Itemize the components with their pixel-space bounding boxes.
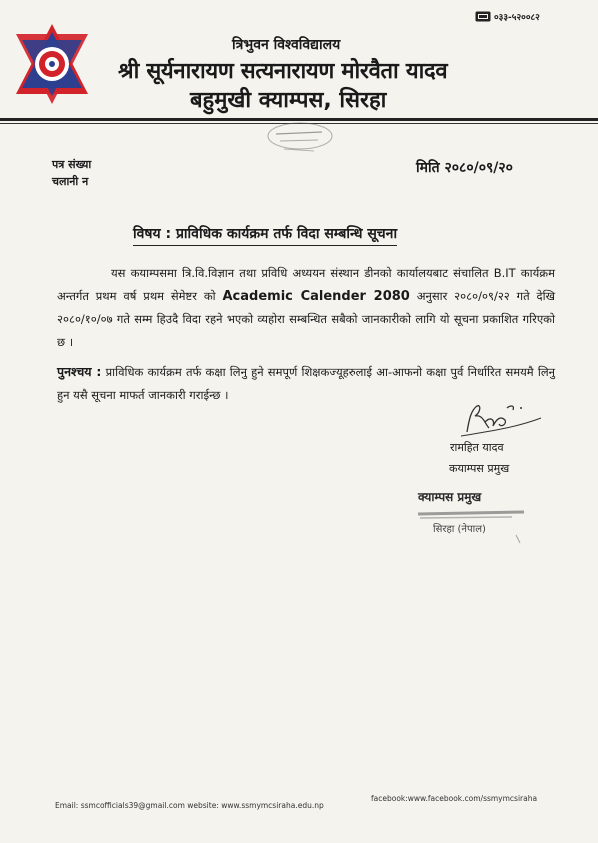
college-name-line2: बहुमुखी क्याम्पस, सिरहा	[190, 88, 387, 113]
seal-office-title: क्याम्पस प्रमुख	[418, 490, 482, 504]
signatory-title: कयाम्पस प्रमुख	[449, 462, 510, 475]
registration-stamp-icon	[262, 122, 338, 158]
university-name: त्रिभुवन विश्वविद्यालय	[232, 37, 341, 53]
college-name-line1: श्री सूर्यनारायण सत्यनारायण मोरवैता यादव	[118, 59, 448, 84]
notice-subject: विषय : प्राविधिक कार्यक्रम तर्फ विदा सम्बन्धि सूचना	[133, 224, 397, 246]
handwritten-signature-icon	[455, 398, 550, 440]
footer-contact: Email: ssmcofficials39@gmail.com website: www.ssmymcsiraha.edu.np	[55, 801, 324, 810]
university-logo-icon	[12, 22, 92, 106]
paragraph-text-continued: अनुसार २०८०/०९/२२ गते देखि २०८०/१०/०७ गते सम्म हिउदै विदा रहने भएको व्यहोरा सम्बन्धित सबैको जानकारीको लागि यो सूचना प्रकाशित गरिएको छ ।	[57, 289, 555, 349]
telephone-icon	[475, 11, 491, 22]
signatory-name: रामहित यादव	[450, 441, 504, 454]
phone-number: ०३३-५२००८२	[475, 10, 540, 23]
paragraph-text: यस कयाम्पसमा त्रि.वि.विज्ञान तथा प्रविधि अध्ययन संस्थान डीनको कार्यालयबाट संचालित B.IT कार्यक्रम अन्तर्गत प्रथम वर्ष प्रथम सेमेष्टर को	[57, 266, 555, 303]
dispatch-number-label: चलानी न	[52, 175, 89, 188]
postscript-text: प्राविधिक कार्यक्रम तर्फ कक्षा लिनु हुने समपूर्ण शिक्षकज्यूहरुलाई आ-आफनो कक्षा पुर्व निर्धारित समयमै लिनु हुन यसै सूचना माफर्त जानकारी गराईन्छ ।	[57, 365, 555, 402]
seal-location: सिरहा (नेपाल)	[433, 524, 486, 535]
header-rule	[0, 118, 598, 121]
reference-number-label: पत्र संख्या	[52, 158, 92, 171]
footer-facebook: facebook:www.facebook.com/ssmymcsiraha	[371, 794, 538, 803]
notice-date: मिति २०८०/०९/२०	[416, 160, 513, 176]
academic-calendar-text: Academic Calender 2080	[222, 289, 410, 304]
postscript-label: पुनश्चय :	[57, 364, 102, 379]
notice-paragraph	[57, 262, 555, 354]
notice-body	[57, 262, 555, 407]
